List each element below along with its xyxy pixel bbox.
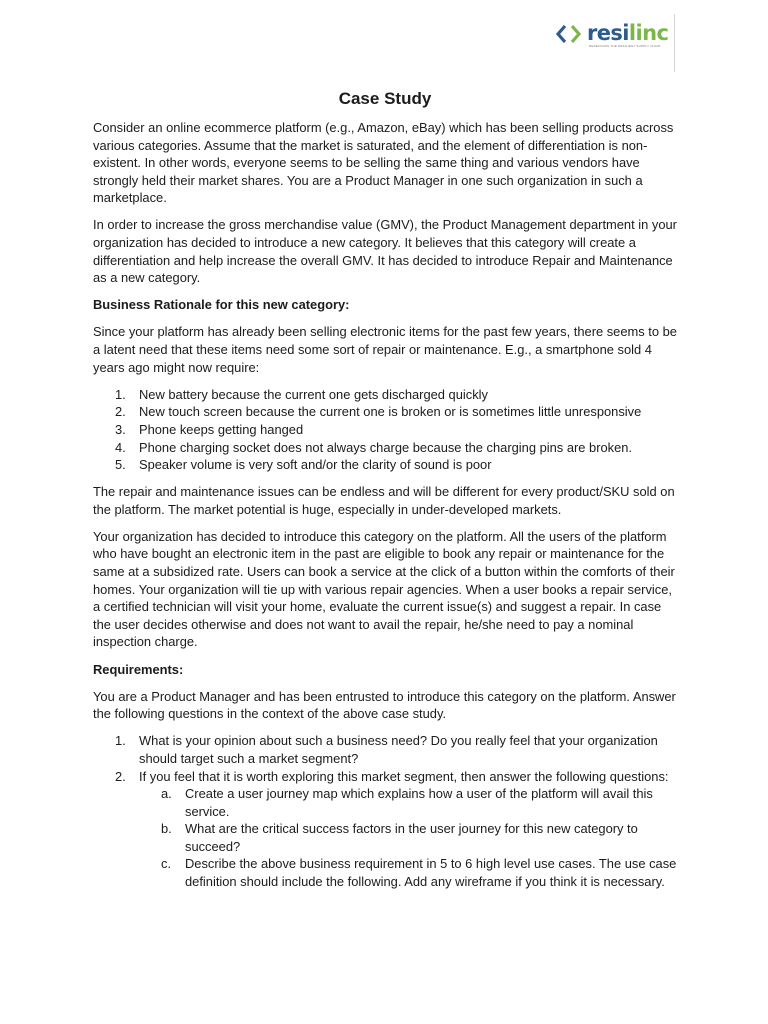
market-potential-paragraph: The repair and maintenance issues can be endless and will be different for every product/SKU sold on the platform. The market potential is huge, especially in under-developed markets.: [93, 484, 675, 517]
list-item: 3. Phone keeps getting hanged: [115, 421, 304, 437]
list-item: 2. If you feel that it is worth exploring this market segment, then answer the following questions: a. Create a user journey map which explains how a user of the platform will avail this service. b. What are the critical success factors in the user journey for this new category to succeed? c. Describe the above business requirement in 5 to 6 high level use cases. The use case definition should include the following. Add any wireframe if you think it is necessary.: [115, 768, 677, 890]
logo-wordmark: resilinc: [587, 21, 669, 45]
questions-list: [93, 732, 677, 890]
list-item: 1. New battery because the current one gets discharged quickly: [115, 386, 488, 402]
needs-list: [93, 386, 677, 474]
requirements-heading: Requirements:: [93, 661, 184, 677]
list-item: a. Create a user journey map which explains how a user of the platform will avail this service.: [161, 786, 653, 819]
rationale-paragraph: Since your platform has already been selling electronic items for the past few years, there seems to be a latent need that these items need some sort of repair or maintenance. E.g., a smartphone sold 4 years ago might now require:: [93, 324, 677, 375]
category-introduction-paragraph: Your organization has decided to introduce this category on the platform. All the users of the platform who have bought an electronic item in the past are eligible to book any repair or maintenance for the same at a subsidized rate. Users can book a service at the click of a button within the comforts of their homes. Your organization will tie up with various repair agencies. When a user books a repair service, a certified technician will visit your home, evaluate the current issue(s) and suggest a repair. In case the user decides otherwise and does not want to avail the repair, he/she need to pay a nominal inspection charge.: [93, 528, 675, 650]
requirements-paragraph: You are a Product Manager and has been entrusted to introduce this category on the platform. Answer the following questions in the context of the above case study.: [93, 688, 676, 722]
document-body: [93, 88, 677, 900]
list-item: 4. Phone charging socket does not always charge because the charging pins are broken.: [115, 439, 633, 455]
list-item: 2. New touch screen because the current one is broken or is sometimes little unresponsive: [115, 404, 642, 420]
company-logo: [556, 20, 676, 52]
list-item: c. Describe the above business requirement in 5 to 6 high level use cases. The use case definition should include the following. Add any wireframe if you think it is necessary.: [161, 856, 677, 890]
intro-paragraph-2: In order to increase the gross merchandise value (GMV), the Product Management department in your organization has decided to introduce a new category. It believes that this category will create a differentiation and help increase the overall GMV. It has decided to introduce Repair and Maintenance as a new category.: [93, 217, 677, 286]
logo-chevrons-icon: [556, 22, 586, 46]
rationale-heading: Business Rationale for this new category:: [93, 297, 350, 313]
logo-tagline: REDEFINING THE RESILIENT SUPPLY CHAIN: [589, 44, 661, 48]
list-item: b. What are the critical success factors in the user journey for this new category to succeed?: [161, 821, 638, 854]
page-title: Case Study: [338, 89, 432, 108]
intro-paragraph-1: Consider an online ecommerce platform (e.g., Amazon, eBay) which has been selling products across various categories. Assume that the market is saturated, and the element of differentiation is non-existent. In other words, everyone seems to be selling the same thing and various vendors have strongly held their market shares. You are a Product Manager in one such organization in such a marketplace.: [93, 120, 674, 206]
list-item: 1. What is your opinion about such a business need? Do you really feel that your organization should target such a market segment?: [115, 733, 658, 766]
sub-questions-list: [139, 785, 677, 891]
list-item: 5. Speaker volume is very soft and/or the clarity of sound is poor: [115, 457, 492, 473]
